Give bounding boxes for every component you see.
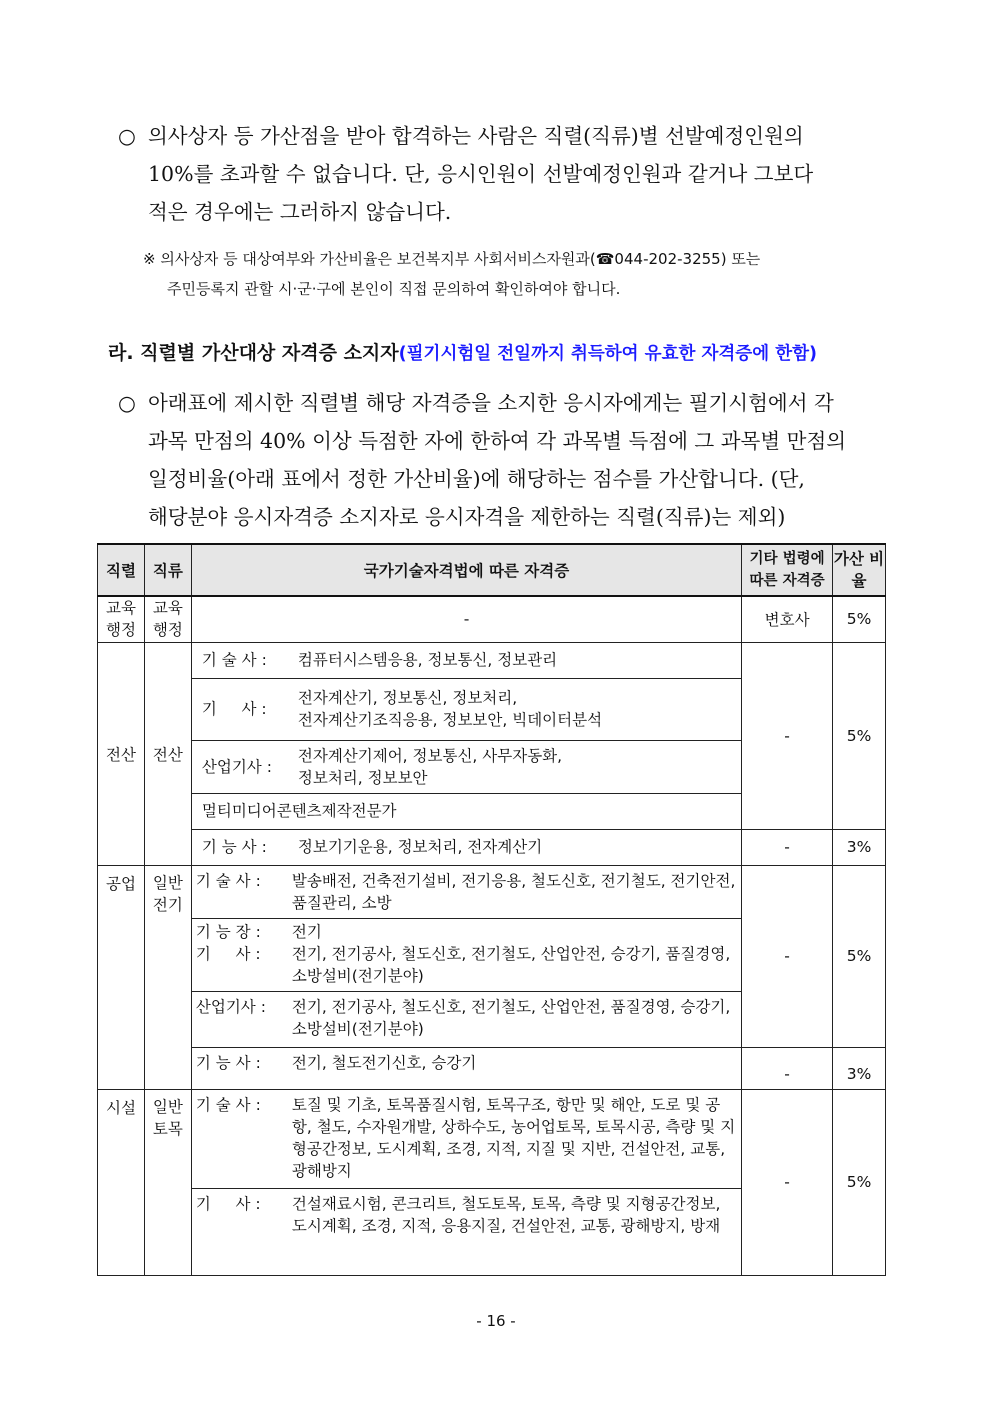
paragraph-line: 과목 만점의 40% 이상 득점한 자에 한하여 각 과목별 득점에 그 과목별 만점의 (148, 429, 847, 453)
cert-list: 정보기기운용, 정보처리, 전자계산기 (297, 838, 543, 856)
note (143, 244, 903, 304)
paragraph-line: 해당분야 응시자격증 소지자로 응시자격을 제한하는 직렬(직류)는 제외) (148, 505, 786, 529)
cert-list-line: 전자계산기, 정보통신, 정보처리, (297, 689, 518, 707)
cell-other: - (742, 1089, 833, 1275)
heading-main: 라. 직렬별 가산대상 자격증 소지자 (108, 342, 399, 364)
cert-entry (192, 991, 741, 1044)
cert-list-line: 전자계산기조직응용, 정보보안, 빅데이터분석 (297, 711, 603, 729)
note-line: 주민등록지 관할 시·군·구에 본인이 직접 문의하여 확인하여야 합니다. (167, 280, 621, 298)
cell-ratio: 5% (833, 596, 886, 642)
heading-condition: (필기시험일 전일까지 취득하여 유효한 자격증에 한함) (398, 344, 818, 364)
cert-level: 산업기사 : (195, 997, 266, 1016)
paragraph-line: 10%를 초과할 수 없습니다. 단, 응시인원이 선발예정인원과 같거나 그보다 (148, 162, 814, 186)
cert-list: 전기, 철도전기신호, 승강기 (291, 1053, 477, 1072)
cell-cert (191, 642, 741, 678)
table-row (98, 1047, 886, 1089)
cell-cert (191, 678, 741, 740)
table-row (98, 642, 886, 678)
cert-list: 전기, 전기공사, 철도신호, 전기철도, 산업안전, 품질경영, 승강기, 소방설비(전기분야) (291, 997, 731, 1038)
cell-other: - (742, 642, 833, 829)
cert-list-line: 전자계산기제어, 정보통신, 사무자동화, (297, 746, 563, 765)
cert-list (288, 687, 737, 731)
cert-list: 컴퓨터시스템응용, 정보통신, 정보관리 (297, 651, 558, 669)
cell-other: 변호사 (742, 596, 833, 642)
cell-series: 교육 행정 (98, 596, 145, 642)
bullet: ○ (118, 391, 136, 415)
cell-class: 전산 (144, 642, 191, 865)
cert-level: 기 능 사 : (201, 838, 267, 856)
paragraph-line: 적은 경우에는 그러하지 않습니다. (148, 200, 452, 224)
cell-cert (191, 829, 741, 865)
cert-level: 기 사 : (195, 1194, 261, 1213)
section-heading (108, 338, 817, 365)
cert-list: 토질 및 기초, 토목품질시험, 토목구조, 항만 및 해안, 도로 및 공항, 철도, 수자원개발, 상하수도, 농어업토목, 토목시공, 측량 및 지형공간정보, 도시계획, 조경, 지적, 지질 및 지반, 건설안전, 교통, 광해방지 (291, 1095, 736, 1180)
header-cert: 국가기술자격법에 따른 자격증 (191, 544, 741, 596)
cert-entry (192, 645, 741, 675)
cell-cert (191, 1047, 741, 1089)
cell-ratio: 5% (833, 1089, 886, 1275)
bullet: ○ (118, 124, 136, 148)
paragraph-line: 아래표에 제시한 직렬별 해당 자격증을 소지한 응시자에게는 필기시험에서 각 (148, 391, 834, 415)
cert-level: 기 술 사 : (201, 651, 267, 669)
cert-level: 기 능 사 : (195, 1053, 261, 1072)
paragraph-line: 의사상자 등 가산점을 받아 합격하는 사람은 직렬(직류)별 선발예정인원의 (148, 124, 804, 148)
cell-series: 공업 (98, 865, 145, 1089)
cell-other: - (742, 865, 833, 1047)
cert-entry (192, 741, 741, 793)
table-header-row (98, 544, 886, 596)
cert-entry (192, 683, 741, 735)
header-other: 기타 법령에 따른 자격증 (742, 544, 833, 596)
cell-cert: - (191, 596, 741, 642)
cert-list: 전기 (291, 922, 322, 941)
table-row (98, 1089, 886, 1275)
cell-series: 시설 (98, 1089, 145, 1275)
cert-level: 기 능 장 : (195, 922, 261, 941)
paragraph-line: 일정비율(아래 표에서 정한 가산비율)에 해당하는 점수를 가산합니다. (단, (148, 467, 805, 491)
paragraph-duty-victim (118, 117, 898, 231)
cert-entry (192, 918, 741, 943)
cell-cert (191, 865, 741, 1047)
cert-level: 기 사 : (201, 700, 267, 718)
paragraph-cert-bonus (118, 384, 898, 536)
cert-entry (192, 866, 741, 918)
cert-entry (192, 796, 741, 826)
cell-class: 교육 행정 (144, 596, 191, 642)
header-series: 직렬 (98, 544, 145, 596)
cell-cert (191, 1089, 741, 1275)
table-row (98, 865, 886, 1047)
table-row (98, 829, 886, 865)
cert-list-line: 정보처리, 정보보안 (297, 768, 428, 787)
cert-entry (192, 832, 741, 862)
cert-level: 기 술 사 : (195, 1095, 261, 1114)
cert-list: 발송배전, 건축전기설비, 전기응용, 철도신호, 전기철도, 전기안전, 품질관리, 소방 (291, 871, 736, 912)
cert-entry (192, 1048, 741, 1078)
cert-level: 기 술 사 : (195, 871, 261, 890)
cell-cert (191, 793, 741, 829)
cell-ratio: 3% (833, 829, 886, 865)
cell-ratio: 5% (833, 865, 886, 1047)
cert-entry (192, 1090, 741, 1188)
cell-class: 일반 전기 (144, 865, 191, 1089)
cell-ratio: 3% (833, 1047, 886, 1089)
cert-list (288, 745, 737, 789)
header-class: 직류 (144, 544, 191, 596)
cert-list: 멀티미디어콘텐츠제작전문가 (201, 802, 397, 820)
cert-entry (192, 1188, 741, 1241)
cell-class: 일반 토목 (144, 1089, 191, 1275)
cell-other: - (742, 1047, 833, 1089)
cell-series: 전산 (98, 642, 145, 865)
cert-level: 산업기사 : (201, 757, 272, 776)
table-row (98, 596, 886, 642)
cell-ratio: 5% (833, 642, 886, 829)
note-line: ※ 의사상자 등 대상여부와 가산비율은 보건복지부 사회서비스자원과(☎044-202-3255) 또는 (143, 250, 761, 268)
cell-other: - (742, 829, 833, 865)
cert-list: 전기, 전기공사, 철도신호, 전기철도, 산업안전, 승강기, 품질경영, 소방설비(전기분야) (291, 944, 731, 985)
header-ratio: 가산 비율 (833, 544, 886, 596)
cell-cert (191, 740, 741, 793)
cert-entry (192, 943, 741, 991)
cert-list: 건설재료시험, 콘크리트, 철도토목, 토목, 측량 및 지형공간정보, 도시계획, 조경, 지적, 응용지질, 건설안전, 교통, 광해방지, 방재 (291, 1194, 721, 1235)
cert-bonus-table (97, 543, 886, 1276)
page-number: - 16 - (476, 1312, 516, 1330)
cert-level: 기 사 : (195, 944, 261, 963)
